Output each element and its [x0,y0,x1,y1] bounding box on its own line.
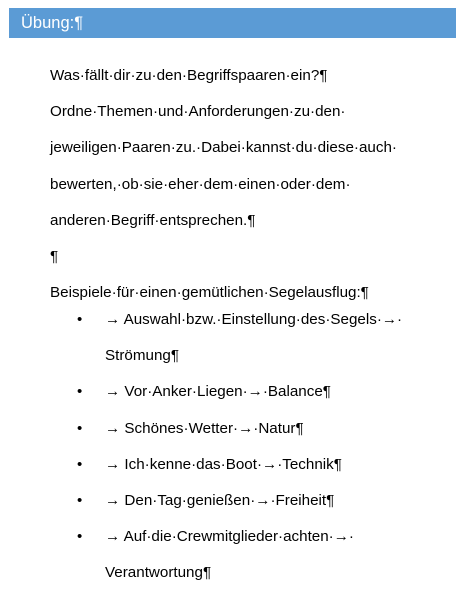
bullet-dot-icon: • [77,383,83,401]
intro-line: bewerten,·ob·sie·eher·dem·einen·oder·dem· [50,175,351,193]
bullet-line: → Den·Tag·genießen·→·Freiheit¶ [105,491,335,509]
bullet-line: Verantwortung¶ [105,564,212,582]
bullet-list [77,302,447,592]
bullet-item [77,483,447,519]
bullet-item [77,302,447,374]
intro-line: anderen·Begriff·entsprechen.¶ [50,211,256,229]
intro-line: Ordne·Themen·und·Anforderungen·zu·den· [50,103,346,121]
bullet-dot-icon: • [77,419,83,437]
intro-line: jeweiligen·Paaren·zu.·Dabei·kannst·du·diese·auch· [50,139,397,157]
bullet-item [77,447,447,483]
bullet-line: → Auf·die·Crewmitglieder·achten·→· [105,528,354,546]
bullet-dot-icon: • [77,455,83,473]
intro-paragraphs [50,58,450,311]
bullet-line: → Auswahl·bzw.·Einstellung·des·Segels·→· [105,311,403,328]
bullet-line: → Vor·Anker·Liegen·→·Balance¶ [105,383,331,401]
exercise-heading: Übung:¶ [21,13,84,32]
bullet-line: Strömung¶ [105,347,180,365]
bullet-line: → Ich·kenne·das·Boot·→·Technik¶ [105,455,342,473]
intro-line: Was·fällt·dir·zu·den·Begriffspaaren·ein?¶ [50,67,328,84]
bullet-dot-icon: • [77,528,83,546]
empty-paragraph: ¶ [50,247,59,265]
bullet-item [77,374,447,410]
bullet-dot-icon: • [77,491,83,509]
bullet-dot-icon: • [77,311,83,328]
bullet-line: → Schönes·Wetter·→·Natur¶ [105,419,304,437]
examples-intro: Beispiele·für·einen·gemütlichen·Segelausflug:¶ [50,284,369,302]
bullet-item [77,519,447,591]
exercise-heading-bar [9,8,456,38]
bullet-item [77,411,447,447]
